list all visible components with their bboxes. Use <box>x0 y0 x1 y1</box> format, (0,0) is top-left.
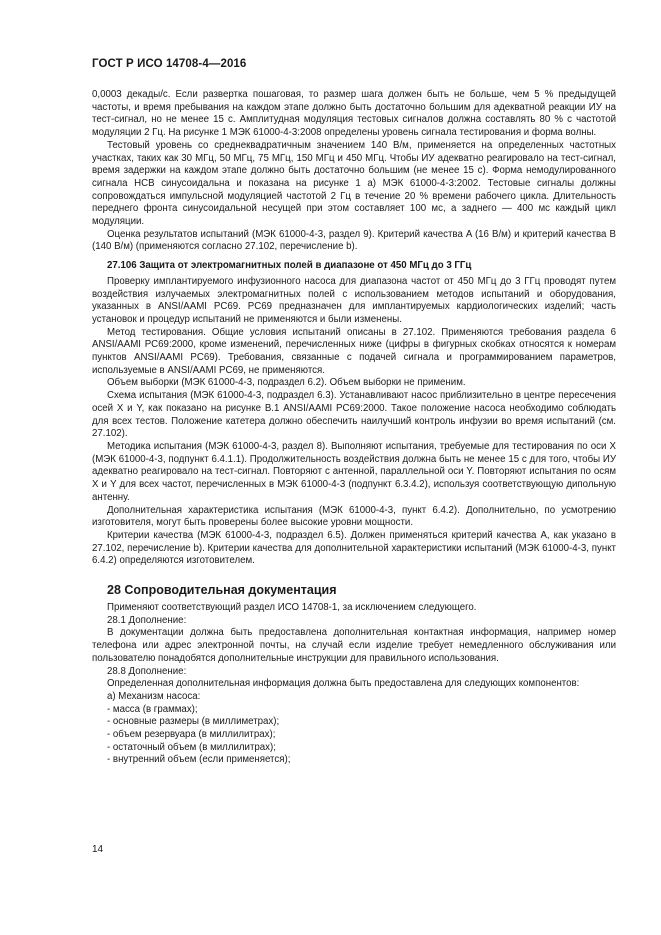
paragraph-28-1: 28.1 Дополнение: <box>107 614 187 626</box>
list-item: - внутренний объем (если применяется); <box>107 754 291 766</box>
list-item: а) Механизм насоса: <box>107 690 201 702</box>
page-number: 14 <box>92 844 104 855</box>
paragraph-scope: Проверку имплантируемого инфузионного насоса для диапазона частот от 450 МГц до 3 ГГц проводят путем воздействия излучаемых электромагнитных полей с использованием методов испытаний и оборудования, указанных в ANSI/AAMI PC69. PC69 предназначен для имплантируемых кардиологических изделий; часть установок и процедур испытаний не применяются и были изменены. <box>92 275 616 325</box>
document-body <box>92 89 616 767</box>
paragraph-sweep: 0,0003 декады/с. Если развертка пошаговая, то размер шага должен быть не больше, чем 5 % предыдущей частоты, и время пребывания на каждом этапе должно быть достаточно большим для адекватной реакции ИУ на тест-сигнал, но не менее 15 с. Амплитудная модуляция тестовых сигналов должна составлять 80 % с частотой модуляции 2 Гц. На рисунке 1 МЭК 61000-4-3:2008 определены уровень сигнала тестирования и форма волны. <box>92 89 616 139</box>
paragraph-setup: Схема испытания (МЭК 61000-4-3, подраздел 6.3). Устанавливают насос приблизительно в центре пересечения осей X и Y, как показано на рисунке В.1 ANSI/AAMI PC69:2000. Такое положение насоса необходимо соблюдать для всех тестов. Положение катетера должно обеспечить наилучший контроль инфузии во время испытаний (см. 27.102). <box>92 390 616 440</box>
list-item: - основные размеры (в миллиметрах); <box>107 716 280 728</box>
paragraph-apply: Применяют соответствующий раздел ИСО 14708-1, за исключением следующего. <box>107 602 477 614</box>
standard-header: ГОСТ Р ИСО 14708-4—2016 <box>92 58 247 70</box>
list-item: - объем резервуара (в миллилитрах); <box>107 729 276 741</box>
list-item: - масса (в граммах); <box>107 703 198 715</box>
paragraph-method: Метод тестирования. Общие условия испытаний описаны в 27.102. Применяются требования раздела 6 ANSI/AAMI PC69:2000, кроме изменений, перечисленных ниже (цифры в фигурных скобках относятся к номерам пунктов ANSI/AAMI PC69). Требования, связанные с подачей сигнала и программированием параметров, используемые в ANSI/AAMI PC69, не применяются. <box>92 326 616 376</box>
paragraph-28-8: 28.8 Дополнение: <box>107 665 187 677</box>
list-item: - остаточный объем (в миллилитрах); <box>107 741 276 753</box>
paragraph-additional: Дополнительная характеристика испытания (МЭК 61000-4-3, пункт 6.4.2). Дополнительно, по усмотрению изготовителя, могут быть проверены более высокие уровни мощности. <box>92 504 616 529</box>
subsection-heading: 27.106 Защита от электромагнитных полей в диапазоне от 450 МГц до 3 ГГц <box>107 260 472 272</box>
paragraph-sample: Объем выборки (МЭК 61000-4-3, подраздел 6.2). Объем выборки не применим. <box>107 377 466 389</box>
paragraph-components: Определенная дополнительная информация должна быть предоставлена для следующих компонентов: <box>107 678 580 690</box>
paragraph-test-level: Тестовый уровень со среднеквадратичным значением 140 В/м, применяется на определенных частотных участках, таких как 30 МГц, 50 МГц, 75 МГц, 150 МГц и 450 МГц. Чтобы ИУ адекватно реагировало на тест-сигнал, время задержки на каждом этапе должно быть достаточно большим (не менее 15 с). Форма немодулированного сигнала НСВ синусоидальна и показана на рисунке 1 а) МЭК 61000-4-3:2002. Тестовые сигналы должны сопровождаться импульсной модуляцией частотой 2 Гц в течение 20 % времени рабочего цикла. Длительность переднего фронта синусоидальной несущей при этом составляет 100 мс, а заднего — 400 мс каждый цикл модуляции. <box>92 139 616 228</box>
component-list <box>92 691 616 767</box>
paragraph-evaluation: Оценка результатов испытаний (МЭК 61000-4-3, раздел 9). Критерий качества A (16 В/м) и критерий качества B (140 В/м) (применяются согласно 27.102, перечисление b). <box>92 228 616 253</box>
section-heading: 28 Сопроводительная документация <box>107 583 337 598</box>
paragraph-procedure: Методика испытания (МЭК 61000-4-3, раздел 8). Выполняют испытания, требуемые для тестирования по оси X (МЭК 61000-4-3, подпункт 6.4.1.1). Продолжительность воздействия должна быть не менее 15 с для того, чтобы ИУ адекватно реагировало на тест-сигнал. Повторяют с антенной, параллельной оси Y. Повторяют испытания по осям X и Y для всех частот, перечисленных в МЭК 61000-4-3 (подпункт 6.3.4.2), используя соответствующую дипольную антенну. <box>92 440 616 503</box>
paragraph-contact: В документации должна быть предоставлена дополнительная контактная информация, например номер телефона или адрес электронной почты, на случай если изделие требует немедленного обслуживания или пользователю понадобятся дополнительные инструкции для правильного использования. <box>92 627 616 664</box>
paragraph-criteria: Критерии качества (МЭК 61000-4-3, подраздел 6.5). Должен применяться критерий качества A, как указано в 27.102, перечисление b). Критерии качества для дополнительной характеристики испытаний (МЭК 61000-4-3, пункт 6.4.2) определяются изготовителем. <box>92 529 616 567</box>
